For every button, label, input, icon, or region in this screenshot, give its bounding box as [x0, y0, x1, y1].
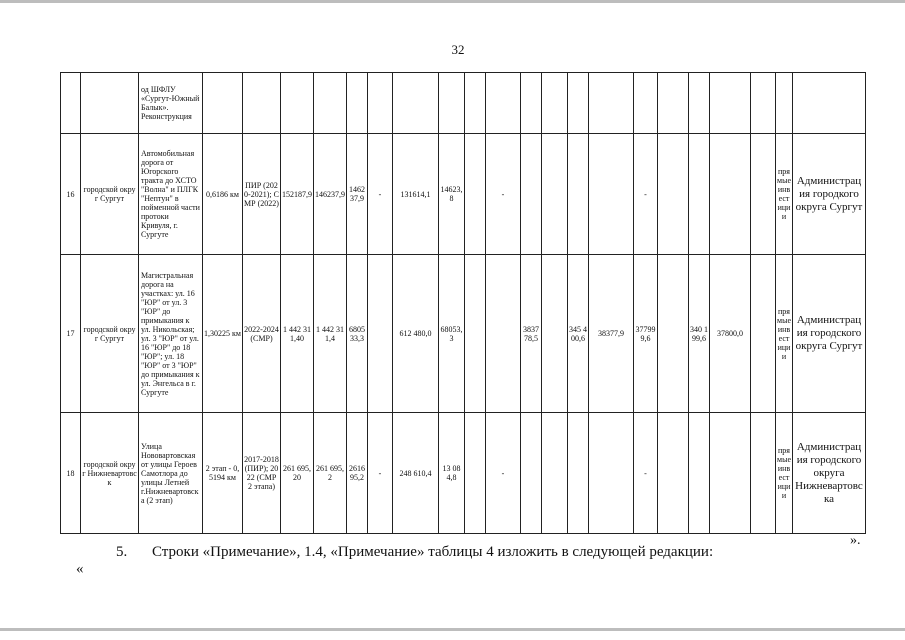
- cell-v10: [542, 255, 568, 413]
- cell-v15: [689, 413, 710, 534]
- cell-form: [776, 73, 793, 134]
- opening-quote-mark: «: [76, 561, 84, 577]
- table-row: [61, 255, 866, 413]
- cell-v1: 1 442 311,40: [281, 255, 314, 413]
- cell-v17: [751, 134, 776, 255]
- cell-period: ПИР (2020-2021); СМР (2022): [243, 134, 281, 255]
- cell-v9: [521, 134, 542, 255]
- cell-v17: [751, 73, 776, 134]
- cell-v7: [465, 134, 486, 255]
- cell-form: прямые инвестиции: [776, 413, 793, 534]
- cell-v10: [542, 134, 568, 255]
- cell-no: 18: [61, 413, 81, 534]
- cell-v6: [439, 73, 465, 134]
- cell-v16: [710, 73, 751, 134]
- paragraph-number: 5.: [116, 544, 128, 560]
- cell-v17: [751, 413, 776, 534]
- cell-v13: -: [634, 413, 658, 534]
- cell-region: городской округ Нижневартовск: [81, 413, 139, 534]
- scan-edge-bottom: [0, 628, 905, 631]
- cell-v5: 131614,1: [393, 134, 439, 255]
- cell-v14: [658, 413, 689, 534]
- cell-v3: 146237,9: [347, 134, 368, 255]
- cell-v4: -: [368, 413, 393, 534]
- cell-v9: [521, 413, 542, 534]
- cell-v1: 152187,9: [281, 134, 314, 255]
- cell-v13: [634, 73, 658, 134]
- cell-object: Магистральная дорога на участках: ул. 16 "ЮР" от ул. 3 "ЮР" до примыкания к ул. Никольская; ул. 3 "ЮР" от ул. 16 "ЮР" до 18 "ЮР"; ул. 18 "ЮР" от 3 "ЮР" до примыкания к ул. Энгельса в г. Сургуте: [139, 255, 203, 413]
- cell-v9: 383778,5: [521, 255, 542, 413]
- cell-period: 2022-2024 (СМР): [243, 255, 281, 413]
- cell-region: [81, 73, 139, 134]
- table-row: [61, 413, 866, 534]
- cell-v12: 38377,9: [589, 255, 634, 413]
- cell-v11: [568, 134, 589, 255]
- cell-v7: [465, 255, 486, 413]
- cell-v4: [368, 73, 393, 134]
- cell-v6: 68053,3: [439, 255, 465, 413]
- table-body: [61, 73, 866, 534]
- investment-objects-table: [60, 72, 866, 534]
- cell-v11: [568, 73, 589, 134]
- amendment-paragraph: [116, 544, 836, 561]
- table-row: [61, 73, 866, 134]
- cell-region: городской округ Сургут: [81, 134, 139, 255]
- cell-v9: [521, 73, 542, 134]
- cell-v6: 13 084,8: [439, 413, 465, 534]
- cell-v2: 1 442 311,4: [314, 255, 347, 413]
- cell-v5: 248 610,4: [393, 413, 439, 534]
- cell-object: Улица Нововартовская от улицы Героев Самотлора до улицы Летней г.Нижневартовска (2 этап): [139, 413, 203, 534]
- cell-v2: [314, 73, 347, 134]
- cell-v3: 261695,2: [347, 413, 368, 534]
- cell-period: 2017-2018 (ПИР); 2022 (СМР 2 этапа): [243, 413, 281, 534]
- scan-edge-top: [0, 0, 905, 3]
- cell-v7: [465, 413, 486, 534]
- cell-v12: [589, 73, 634, 134]
- cell-v5: [393, 73, 439, 134]
- cell-object: од ШФЛУ «Сургут-Южный Балык». Реконструкция: [139, 73, 203, 134]
- cell-v8: -: [486, 413, 521, 534]
- paragraph-text: Строки «Примечание», 1.4, «Примечание» таблицы 4 изложить в следующей редакции:: [152, 544, 714, 560]
- cell-capacity: [203, 73, 243, 134]
- cell-customer: Администрация городского округа Нижневартовска: [793, 413, 866, 534]
- cell-v16: [710, 413, 751, 534]
- cell-object: Автомобильная дорога от Югорского тракта до ХСТО "Волна" и ПЛГК "Нептун" в пойменной части протоки Кривуля, г. Сургуте: [139, 134, 203, 255]
- cell-v16: 37800,0: [710, 255, 751, 413]
- cell-v6: 14623,8: [439, 134, 465, 255]
- cell-no: 16: [61, 134, 81, 255]
- cell-no: [61, 73, 81, 134]
- cell-v8: [486, 255, 521, 413]
- cell-v14: [658, 255, 689, 413]
- cell-v17: [751, 255, 776, 413]
- cell-v3: [347, 73, 368, 134]
- cell-v1: 261 695,20: [281, 413, 314, 534]
- cell-v14: [658, 73, 689, 134]
- cell-v11: [568, 413, 589, 534]
- cell-no: 17: [61, 255, 81, 413]
- cell-customer: Администрация городкого округа Сургут: [793, 134, 866, 255]
- cell-v11: 345 400,6: [568, 255, 589, 413]
- cell-capacity: 1,30225 км: [203, 255, 243, 413]
- cell-v14: [658, 134, 689, 255]
- cell-capacity: 2 этап - 0,5194 км: [203, 413, 243, 534]
- cell-v1: [281, 73, 314, 134]
- cell-v16: [710, 134, 751, 255]
- cell-region: городской округ Сургут: [81, 255, 139, 413]
- cell-v15: [689, 73, 710, 134]
- cell-v15: 340 199,6: [689, 255, 710, 413]
- cell-form: прямые инвестиции: [776, 134, 793, 255]
- cell-v12: [589, 134, 634, 255]
- cell-v8: -: [486, 134, 521, 255]
- cell-form: прямые инвестиции: [776, 255, 793, 413]
- cell-v12: [589, 413, 634, 534]
- cell-customer: [793, 73, 866, 134]
- closing-quote-mark: ».: [850, 533, 861, 548]
- cell-v10: [542, 73, 568, 134]
- cell-v10: [542, 413, 568, 534]
- cell-v13: 377999,6: [634, 255, 658, 413]
- cell-v4: [368, 255, 393, 413]
- cell-v13: -: [634, 134, 658, 255]
- cell-v3: 680533,3: [347, 255, 368, 413]
- page-number: 32: [451, 42, 465, 57]
- table-row: [61, 134, 866, 255]
- cell-customer: Администрация городского округа Сургут: [793, 255, 866, 413]
- cell-period: [243, 73, 281, 134]
- cell-v2: 146237,9: [314, 134, 347, 255]
- cell-v8: [486, 73, 521, 134]
- cell-v15: [689, 134, 710, 255]
- cell-v5: 612 480,0: [393, 255, 439, 413]
- cell-v4: -: [368, 134, 393, 255]
- cell-v7: [465, 73, 486, 134]
- cell-v2: 261 695,2: [314, 413, 347, 534]
- cell-capacity: 0,6186 км: [203, 134, 243, 255]
